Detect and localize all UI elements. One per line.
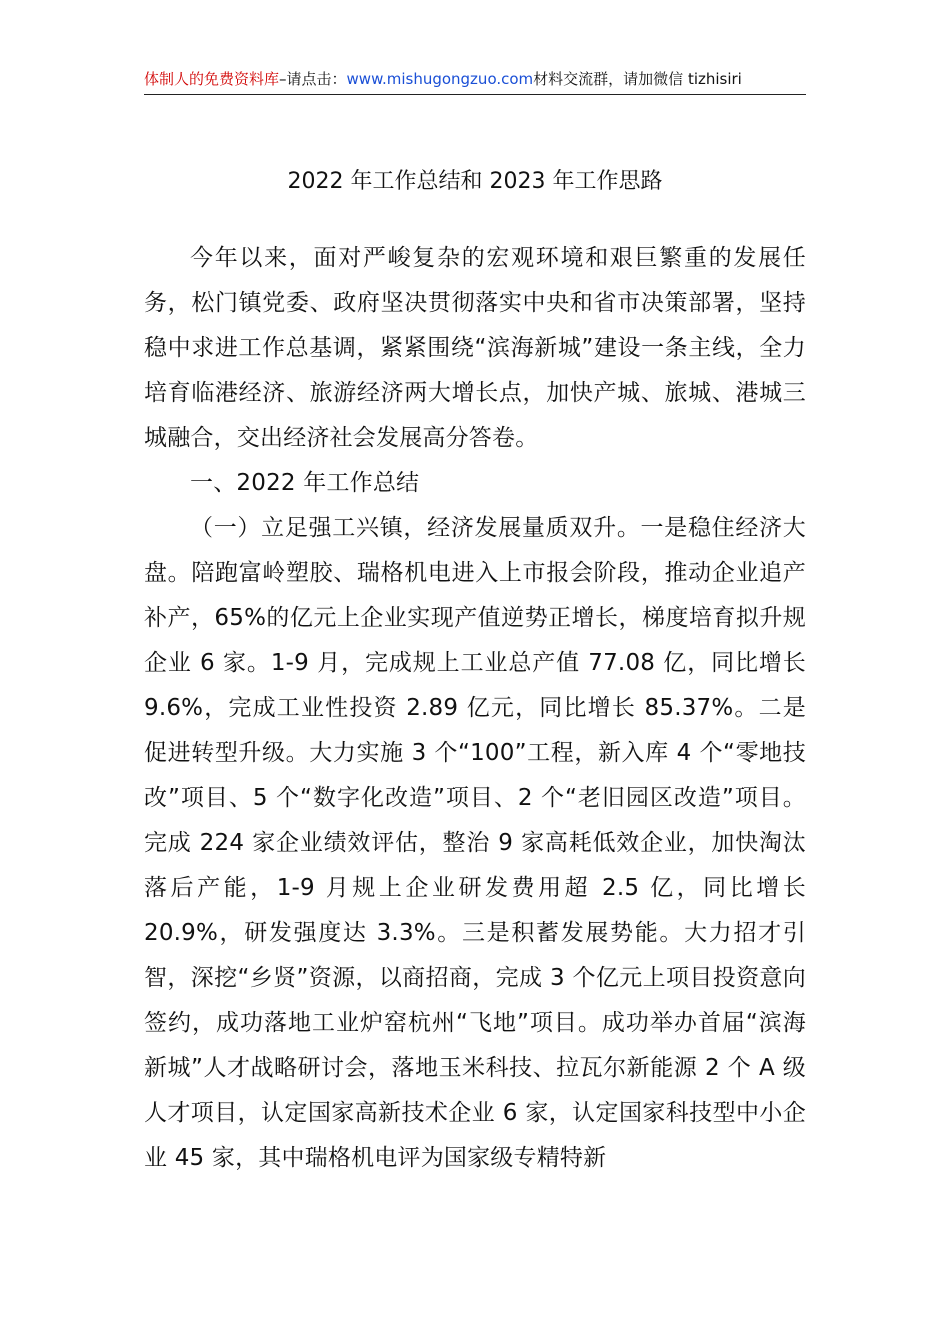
header-separator: –请点击： bbox=[279, 70, 347, 88]
intro-paragraph: 今年以来，面对严峻复杂的宏观环境和艰巨繁重的发展任务，松门镇党委、政府坚决贯彻落实中央和省市决策部署，坚持稳中求进工作总基调，紧紧围绕“滨海新城”建设一条主线，全力培育临港经济、旅游经济两大增长点，加快产城、旅城、港城三城融合，交出经济社会发展高分答卷。 bbox=[144, 245, 806, 451]
section-paragraph: （一）立足强工兴镇，经济发展量质双升。一是稳住经济大盘。陪跑富岭塑胶、瑞格机电进入上市报会阶段，推动企业追产补产，65%的亿元上企业实现产值逆势正增长，梯度培育拟升规企业 6 家。1-9 月，完成规上工业总产值 77.08 亿，同比增长 9.6%，完成工业性投资 2.89 亿元，同比增长 85.37%。二是促进转型升级。大力实施 3 个“100”工程，新入库 4 个“零地技改”项目、5 个“数字化改造”项目、2 个“老旧园区改造”项目。完成 224 家企业绩效评估，整治 9 家高耗低效企业，加快淘汰落后产能，1-9 月规上企业研发费用超 2.5 亿，同比增长 20.9%，研发强度达 3.3%。三是积蓄发展势能。大力招才引智，深挖“乡贤”资源，以商招商，完成 3 个亿元上项目投资意向签约，成功落地工业炉窑杭州“飞地”项目。成功举办首届“滨海新城”人才战略研讨会，落地玉米科技、拉瓦尔新能源 2 个 A 级人才项目，认定国家高新技术企业 6 家，认定国家科技型中小企业 45 家，其中瑞格机电评为国家级专精特新 bbox=[144, 515, 806, 1171]
page-header bbox=[144, 64, 806, 95]
document-title: 2022 年工作总结和 2023 年工作思路 bbox=[287, 169, 663, 194]
header-brand: 体制人的免费资料库 bbox=[144, 70, 280, 88]
section-heading: 一、2022 年工作总结 bbox=[190, 470, 420, 496]
document-body bbox=[144, 236, 806, 1181]
header-contact-text: 材料交流群，请加微信 tizhisiri bbox=[533, 70, 742, 88]
header-url-link[interactable]: www.mishugongzuo.com bbox=[346, 70, 534, 88]
